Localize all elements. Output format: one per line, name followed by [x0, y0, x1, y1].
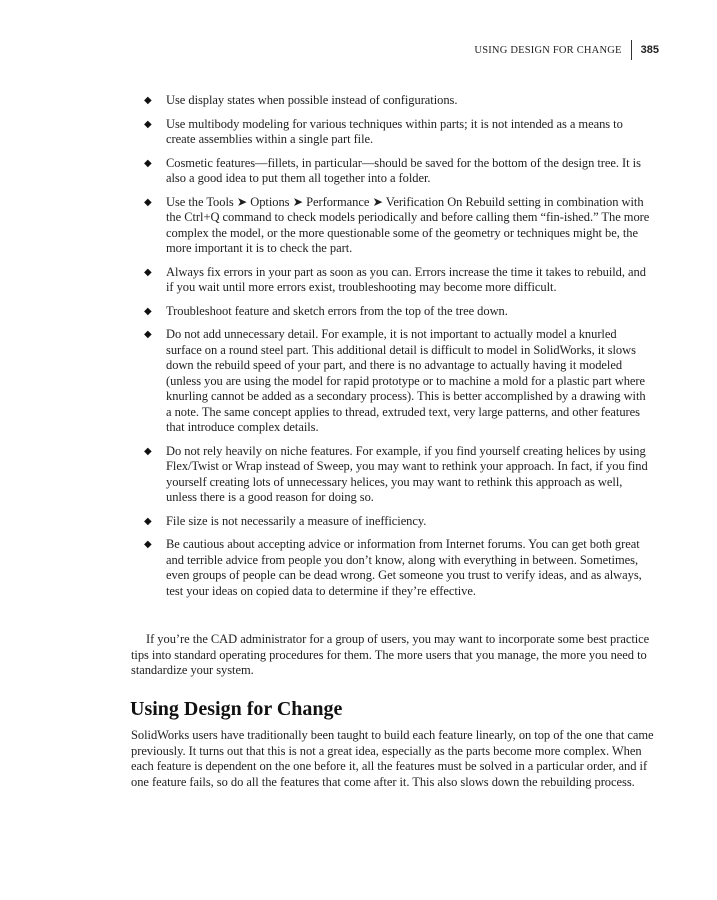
list-item [144, 444, 654, 506]
diamond-bullet-icon: ◆ [144, 196, 152, 208]
list-item-text: Use display states when possible instead of configurations. [166, 93, 458, 107]
list-item [144, 537, 654, 599]
list-item-text: Do not add unnecessary detail. For example, it is not important to actually model a knurled surface on a round steel part. This additional detail is difficult to model in SolidWorks, it slows down the rebuild speed of your part, and there is no advantage to actually having it modeled (unless you are using the model for rapid prototype or to machine a mold for a plastic part where knurling cannot be added as a secondary process). This is better accomplished by a drawing with a note. The same concept applies to thread, extruded text, very large patterns, and other features that introduce complex details. [166, 327, 646, 434]
section-paragraph: SolidWorks users have traditionally been taught to build each feature linearly, on top of the one that came previously. It turns out that this is not a great idea, especially as the parts become more complex. When each feature is dependent on the one before it, all the features must be solved in a particular order, and if one feature fails, so do all the features that come after it. This also slows down the rebuilding process. [131, 728, 654, 789]
closing-paragraph: If you’re the CAD administrator for a group of users, you may want to incorporate some best practice tips into standard operating procedures for them. The more users that you manage, the more you need to standardize your system. [131, 632, 650, 677]
diamond-bullet-icon: ◆ [144, 305, 152, 317]
diamond-bullet-icon: ◆ [144, 157, 152, 169]
list-item [144, 195, 654, 257]
list-item [144, 304, 654, 320]
page-header [474, 40, 659, 60]
list-item [144, 514, 654, 530]
list-item-text: Cosmetic features—fillets, in particular—should be saved for the bottom of the design tree. It is also a good idea to put them all together into a folder. [166, 155, 641, 185]
list-item-text: Troubleshoot feature and sketch errors from the top of the tree down. [166, 303, 508, 318]
page-number: 385 [640, 44, 659, 56]
section-heading: Using Design for Change [130, 698, 343, 720]
list-item [144, 117, 654, 148]
best-practice-list [144, 93, 654, 607]
diamond-bullet-icon: ◆ [144, 329, 152, 340]
running-head: USING DESIGN FOR CHANGE [474, 44, 622, 56]
list-item-text: Do not rely heavily on niche features. For example, if you find yourself creating helices by using Flex/Twist or Wrap instead of Sweep, you may want to rethink your approach. In fact, if you find yourself creating lots of unnecessary helices, you may want to rethink this approach as well, unless there is a good reason for doing so. [166, 443, 648, 504]
diamond-bullet-icon: ◆ [144, 266, 152, 278]
list-item-text: Use multibody modeling for various techniques within parts; it is not intended as a means to create assemblies within a single part file. [166, 116, 623, 146]
diamond-bullet-icon: ◆ [144, 445, 152, 457]
list-item-text: File size is not necessarily a measure of inefficiency. [166, 513, 427, 528]
diamond-bullet-icon: ◆ [144, 95, 152, 106]
diamond-bullet-icon: ◆ [144, 515, 152, 527]
list-item [144, 265, 654, 296]
list-item-text: Always fix errors in your part as soon as you can. Errors increase the time it takes to rebuild, and if you wait until more errors exist, troubleshooting may become more difficult. [166, 264, 646, 294]
list-item-text: Use the Tools ➤ Options ➤ Performance ➤ Verification On Rebuild setting in combination with the Ctrl+Q command to check models periodically and before calling them “fin-ished.” The more complex the model, or the more questionable some of the geometry or techniques might be, the more important it is to check the part. [166, 194, 650, 255]
list-item [144, 93, 654, 109]
list-item [144, 156, 654, 187]
diamond-bullet-icon: ◆ [144, 118, 152, 130]
list-item-text: Be cautious about accepting advice or information from Internet forums. You can get both great and terrible advice from people you don’t know, along with everything in between. Sometimes, even groups of people can be dead wrong. Get someone you trust to verify ideas, and as always, test your ideas on copied data to determine if they’re effective. [166, 537, 642, 598]
list-item [144, 327, 654, 436]
diamond-bullet-icon: ◆ [144, 539, 152, 550]
